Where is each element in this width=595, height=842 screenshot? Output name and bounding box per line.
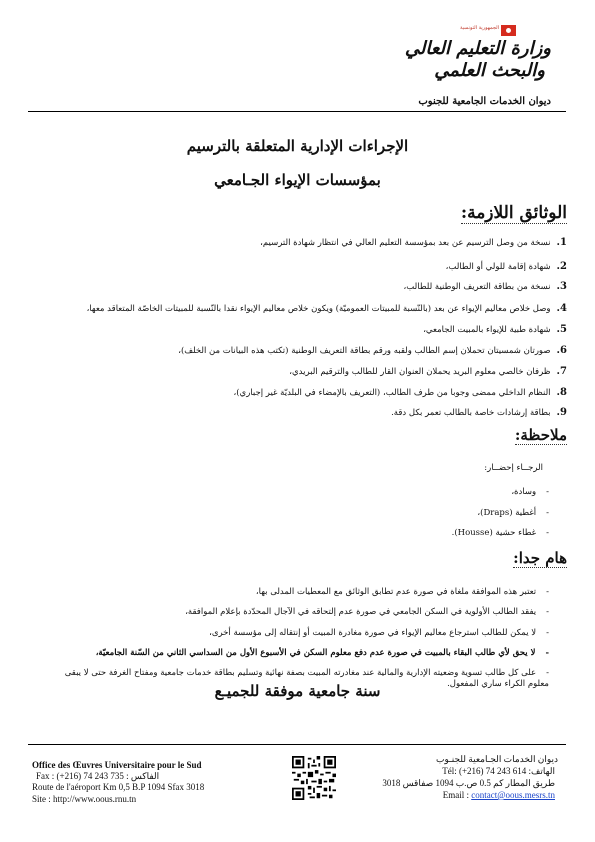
footer-email bbox=[443, 790, 555, 801]
important-item-bold: -لا يحق لأي طالب البقاء بالمبيت في صورة عدم دفع معلوم السكن في الأسبوع الأول من السداسي الثاني من السّنة الجامعيّة، bbox=[95, 648, 549, 658]
header-divider bbox=[28, 111, 566, 112]
item-text: ظرفان خالصي معلوم البريد يحملان العنوان القار للطالب والترقيم البريدي، bbox=[289, 367, 551, 377]
document-item bbox=[47, 345, 567, 357]
note-item: -غطاء حشية (Housse). bbox=[451, 528, 549, 538]
footer-site[interactable]: Site : http://www.oous.rnu.tn bbox=[32, 794, 137, 804]
office-name-arabic: ديوان الخدمات الجامعية للجنوب bbox=[418, 96, 551, 107]
item-number: 5. bbox=[556, 324, 567, 335]
important-item-text: يفقد الطالب الأولوية في السكن الجامعي في صورة عدم إلتحاقه في الآجال المحدّدة بإعلام الموافقة، bbox=[185, 607, 537, 617]
documents-heading: الوثائق اللازمة: bbox=[460, 203, 567, 223]
email-label: Email : bbox=[442, 790, 472, 800]
item-number: 3. bbox=[556, 281, 567, 292]
item-number: 4. bbox=[556, 303, 567, 314]
footer-fax: Fax : (+216) 74 243 735 : الفاكس bbox=[36, 771, 160, 781]
page-title-line2: بمؤسسات الإيواء الجـامعي bbox=[214, 171, 381, 189]
item-number: 9. bbox=[556, 407, 567, 418]
item-number: 2. bbox=[556, 261, 567, 272]
page-title-line1: الإجراءات الإدارية المتعلقة بالترسيم bbox=[186, 137, 409, 155]
important-item-text: لا يمكن للطالب استرجاع معاليم الإيواء في صورة مغادرة المبيت أو إنتقاله إلى مؤسسة أخرى، bbox=[209, 628, 537, 638]
item-text: نسخة من بطاقة التعريف الوطنية للطالب، bbox=[403, 282, 551, 292]
note-item: -وسادة، bbox=[511, 487, 549, 497]
qr-code-icon bbox=[292, 756, 336, 800]
important-item: -على كل طالب تسوية وضعيته الإدارية والمالية عند مغادرته المبيت بصفة نهائية وتسليم بطاقة خدمات جامعية ومفتاح الغرفة حتى لا يبقى معلوم الكراء ساري المفعول. bbox=[64, 668, 549, 689]
tunisia-flag-icon bbox=[501, 25, 516, 36]
document-item bbox=[47, 281, 567, 293]
important-item: -يفقد الطالب الأولوية في السكن الجامعي في صورة عدم إلتحاقه في الآجال المحدّدة بإعلام الموافقة، bbox=[185, 607, 549, 617]
footer-office-name-arabic: ديوان الخدمات الجـامعية للجنـوب bbox=[436, 754, 558, 764]
footer-divider bbox=[28, 744, 566, 745]
document-item bbox=[47, 303, 567, 315]
important-item-text: على كل طالب تسوية وضعيته الإدارية والمالية عند مغادرته المبيت بصفة نهائية وتسليم بطاقة خدمات جامعية ومفتاح الغرفة حتى لا يبقى معلوم الكراء ساري المفعول. bbox=[64, 668, 549, 689]
note-item-text: أغطية (Draps)، bbox=[477, 508, 537, 518]
closing-slogan: سنة جامعية موفقة للجميـع bbox=[214, 682, 381, 700]
note-item: -أغطية (Draps)، bbox=[477, 508, 549, 518]
republic-label: الجمهورية التونسية bbox=[459, 25, 499, 31]
item-number: 7. bbox=[556, 366, 567, 377]
footer-address-ar: طريق المطار كم 0.5 ص.ب 1094 صفاقس 3018 bbox=[382, 778, 555, 788]
item-number: 1. bbox=[556, 237, 567, 248]
note-item-text: وسادة، bbox=[511, 487, 537, 497]
item-text: نسخة من وصل الترسيم عن بعد بمؤسسة التعليم العالي في انتظار شهادة الترسيم، bbox=[260, 238, 551, 248]
item-text: بطاقة إرشادات خاصة بالطالب تعمر بكل دقة. bbox=[391, 408, 551, 418]
document-item bbox=[47, 407, 567, 419]
document-item bbox=[47, 366, 567, 378]
important-item-text: لا يحق لأي طالب البقاء بالمبيت في صورة عدم دفع معلوم السكن في الأسبوع الأول من السداسي الثاني من السّنة الجامعيّة، bbox=[95, 648, 536, 658]
footer-tel: Tél: (+216) 74 243 614 :الهاتف bbox=[442, 766, 555, 776]
footer-address-fr: Route de l'aéroport Km 0,5 B.P 1094 Sfax 3018 bbox=[32, 782, 205, 792]
document-item bbox=[47, 324, 567, 336]
ministry-logo-line1: وزارة التعليم العالي bbox=[404, 38, 551, 59]
item-text: شهادة طبية للإيواء بالمبيت الجامعي، bbox=[423, 325, 551, 335]
note-item-text: غطاء حشية (Housse). bbox=[451, 528, 537, 538]
note-intro: الرجــاء إحضــار: bbox=[484, 463, 543, 473]
footer-office-name: Office des Œuvres Universitaire pour le Sud bbox=[32, 760, 202, 770]
important-heading: هام جدا: bbox=[513, 549, 567, 567]
item-text: النظام الداخلي ممضى وجوبا من طرف الطالب، (التعريف بالإمضاء في البلديّة غير إجباري)، bbox=[233, 388, 551, 398]
note-heading: ملاحظة: bbox=[514, 426, 567, 444]
item-text: وصل خلاص معاليم الإيواء عن بعد (بالنّسبة للمبيتات العموميّة) ويكون خلاص معاليم الإيواء نقدا بالنّسبة للمبيتات الخاصّة المتعاقد معها، bbox=[86, 304, 551, 314]
ministry-logo-line2: والبحث العلمي bbox=[434, 60, 545, 81]
item-number: 6. bbox=[556, 345, 567, 356]
document-item bbox=[47, 387, 567, 399]
item-number: 8. bbox=[556, 387, 567, 398]
document-item bbox=[47, 261, 567, 273]
item-text: شهادة إقامة للولي أو الطالب، bbox=[445, 262, 551, 272]
email-link[interactable]: contact@oous.mesrs.tn bbox=[471, 790, 555, 800]
important-item: -لا يمكن للطالب استرجاع معاليم الإيواء في صورة مغادرة المبيت أو إنتقاله إلى مؤسسة أخرى، bbox=[209, 628, 549, 638]
item-text: صورتان شمسيتان تحملان إسم الطالب ولقبه ورقم بطاقة التعريف الوطنية (تكتب هذه البيانات من الخلف)، bbox=[178, 346, 551, 356]
important-item-text: تعتبر هذه الموافقة ملغاة في صورة عدم تطابق الوثائق مع المعطيات المدلى بها، bbox=[255, 587, 537, 597]
important-item: -تعتبر هذه الموافقة ملغاة في صورة عدم تطابق الوثائق مع المعطيات المدلى بها، bbox=[255, 587, 549, 597]
document-item bbox=[47, 237, 567, 249]
